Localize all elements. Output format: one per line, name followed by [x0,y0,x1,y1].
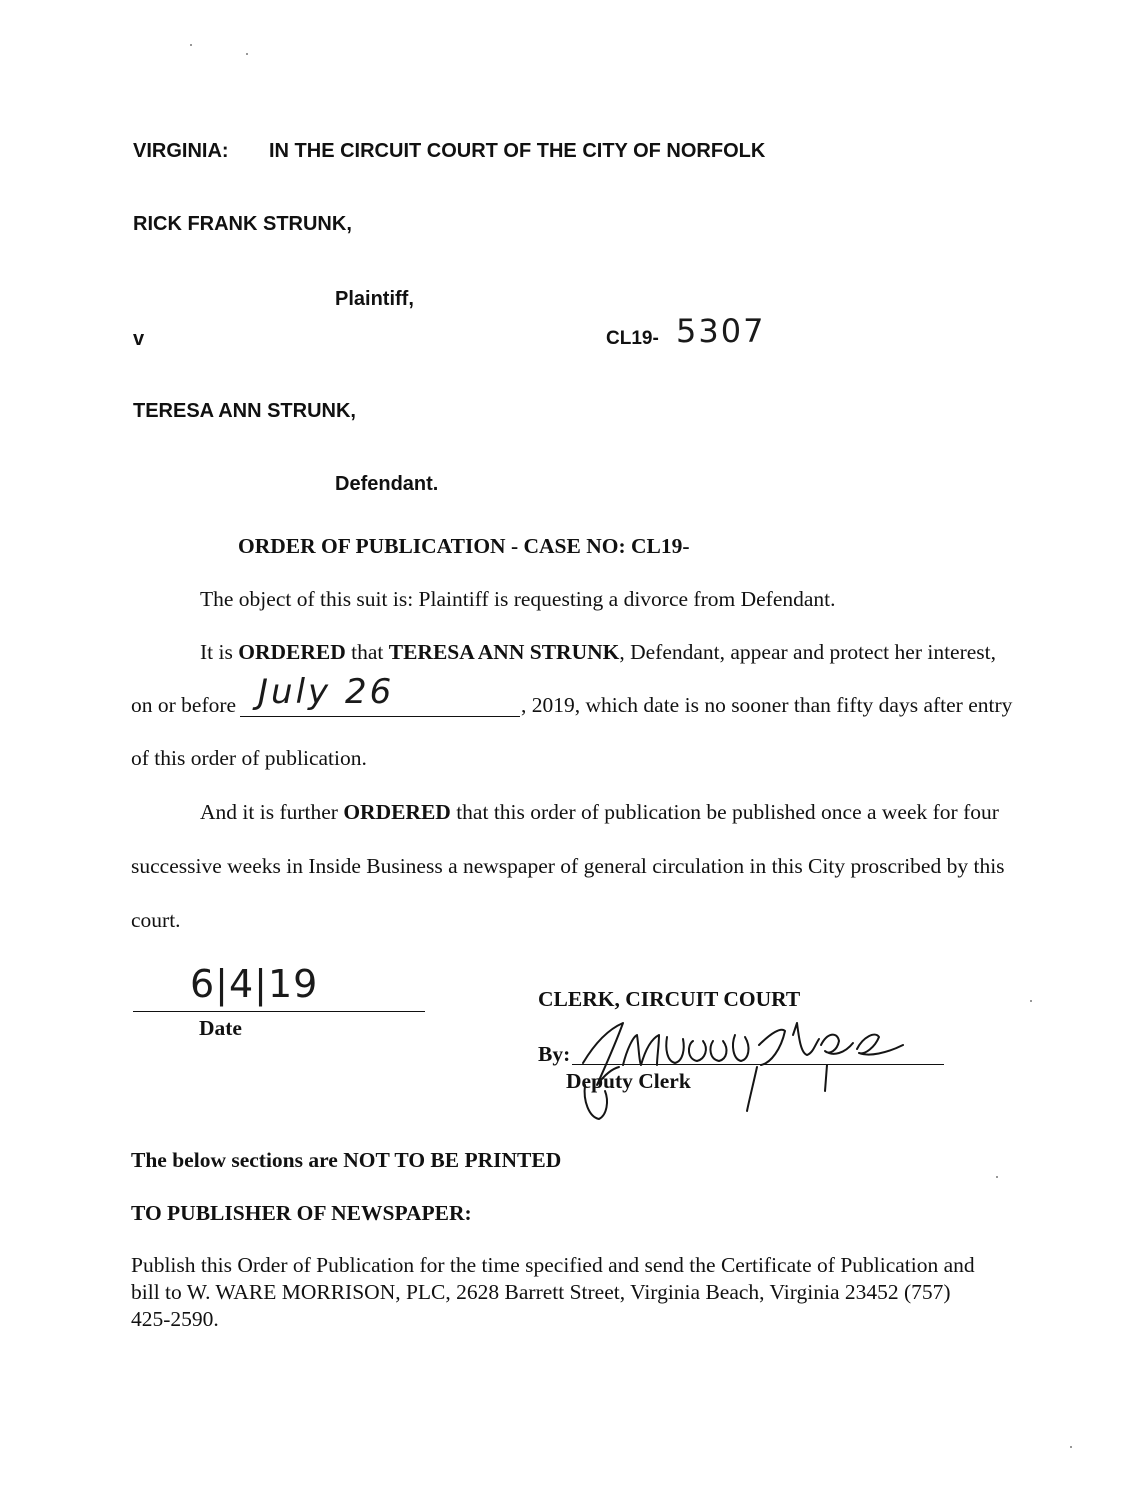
on-or-before-label: on or before [131,693,237,717]
publish-instructions-line2: bill to W. WARE MORRISON, PLC, 2628 Barrett Street, Virginia Beach, Virginia 23452 (757) [131,1280,951,1304]
entry-clause: of this order of publication. [131,746,367,770]
further-ordered-line1 [200,800,999,825]
scan-speck [246,53,248,55]
ordered-lead: It is [200,640,239,664]
clerk-title: CLERK, CIRCUIT COURT [538,987,801,1011]
scan-speck [190,44,192,46]
ordered-mid: that [345,640,389,664]
defendant-name: TERESA ANN STRUNK, [133,400,356,422]
further-ordered-line3: court. [131,908,181,932]
further-ordered-word: ORDERED [343,800,451,824]
case-number-prefix: CL19- [606,328,659,349]
date-signature-line [133,1011,425,1012]
not-to-be-printed-heading: The below sections are NOT TO BE PRINTED [131,1148,562,1172]
deputy-clerk-label: Deputy Clerk [566,1069,691,1093]
scan-speck [1070,1446,1072,1448]
ordered-tail: , Defendant, appear and protect her interest, [619,640,997,664]
defendant-name-bold: TERESA ANN STRUNK [388,640,620,664]
date-handwritten: 6|4|19 [190,962,319,1006]
scan-speck [1030,1000,1032,1002]
ordered-paragraph-line1 [200,640,996,665]
by-label: By: [538,1042,571,1066]
further-tail: that this order of publication be published once a week for four [450,800,999,824]
publish-instructions-line1: Publish this Order of Publication for the time specified and send the Certificate of Publication and [131,1253,975,1277]
further-ordered-line2: successive weeks in Inside Business a newspaper of general circulation in this City proscribed by this [131,854,1005,878]
defendant-role: Defendant. [335,473,439,495]
year-clause: , 2019, which date is no sooner than fifty days after entry [521,693,1013,717]
case-number-handwritten: 5307 [676,312,766,350]
to-publisher-heading: TO PUBLISHER OF NEWSPAPER: [131,1201,472,1225]
publish-instructions-line3: 425-2590. [131,1307,219,1331]
ordered-word: ORDERED [238,640,346,664]
scan-speck [996,1176,998,1178]
plaintiff-role: Plaintiff, [335,288,414,310]
order-title: ORDER OF PUBLICATION - CASE NO: CL19- [238,534,690,558]
court-name: IN THE CIRCUIT COURT OF THE CITY OF NORFOLK [269,140,766,162]
object-of-suit: The object of this suit is: Plaintiff is requesting a divorce from Defendant. [200,587,836,611]
appearance-date-handwritten: July 26 [258,672,395,712]
date-label: Date [199,1016,242,1040]
versus-label: v [133,328,145,350]
further-lead: And it is further [200,800,344,824]
plaintiff-name: RICK FRANK STRUNK, [133,213,352,235]
state-label: VIRGINIA: [133,140,229,162]
appearance-date-line [240,716,520,717]
deputy-clerk-signature [575,1015,915,1125]
